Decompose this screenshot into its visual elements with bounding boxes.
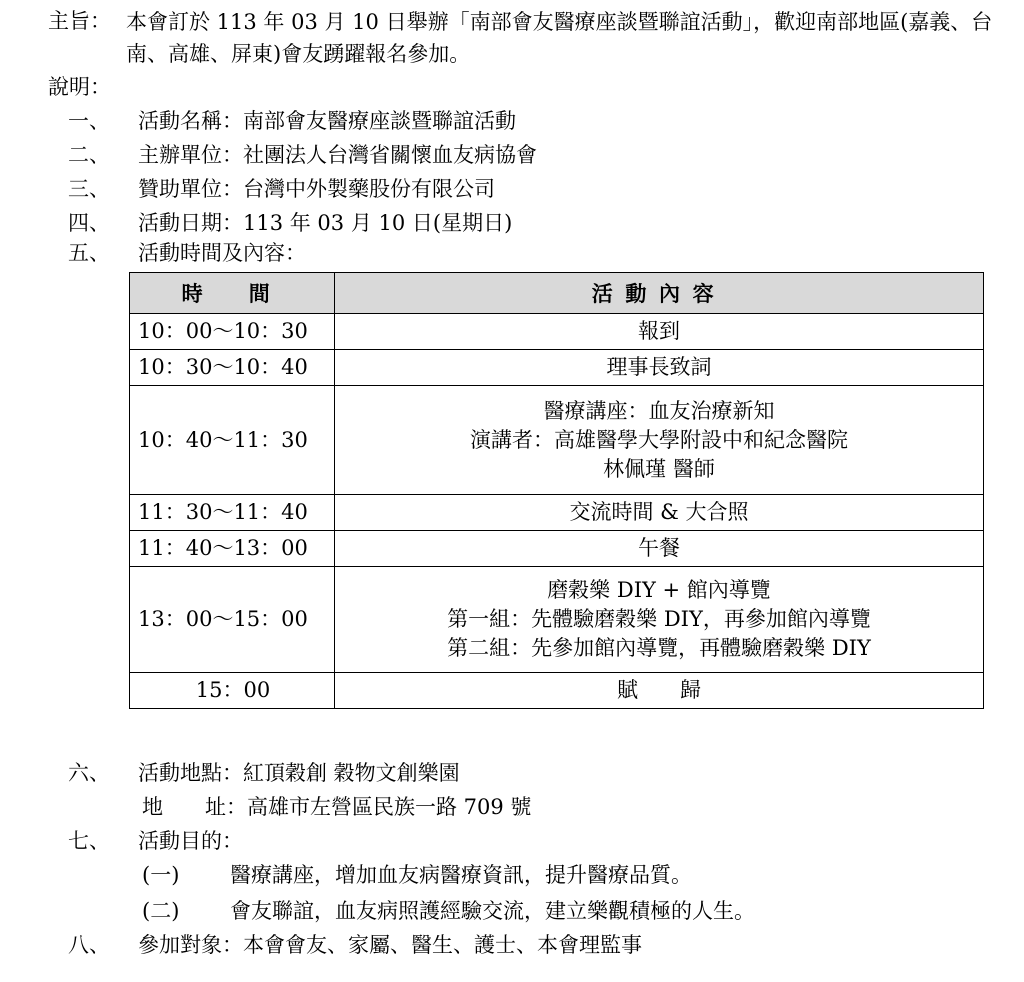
activity-line: 交流時間 & 大合照 xyxy=(569,500,749,524)
item-7-number: 七、 xyxy=(68,829,110,853)
purpose-2-number: (二) xyxy=(142,899,180,923)
item-6-address: 地 址：高雄市左營區民族一路 709 號 xyxy=(142,795,532,819)
item-7-text: 活動目的： xyxy=(138,829,243,853)
table-row xyxy=(130,673,984,709)
activity-line: 磨穀樂 DIY + 館內導覽 xyxy=(547,578,771,602)
table-row xyxy=(130,314,984,350)
purpose-1-text: 醫療講座，增加血友病醫療資訊，提升醫療品質。 xyxy=(230,863,692,887)
row-activity xyxy=(335,495,984,531)
item-6-text: 活動地點：紅頂穀創 穀物文創樂園 xyxy=(138,761,460,785)
row-time: 11：40～13：00 xyxy=(130,531,335,567)
table-row xyxy=(130,567,984,673)
item-4-number: 四、 xyxy=(68,211,110,235)
activity-line: 第一組：先體驗磨穀樂 DIY，再參加館內導覽 xyxy=(447,607,871,631)
subject-label: 主旨： xyxy=(48,9,111,33)
subject-text: 本會訂於 113 年 03 月 10 日舉辦「南部會友醫療座談暨聯誼活動」，歡迎南部地區(嘉義、台南、高雄、屏東)會友踴躍報名參加。 xyxy=(126,10,993,66)
header-activity: 活動內容 xyxy=(335,273,984,314)
item-3-text: 贊助單位：台灣中外製藥股份有限公司 xyxy=(138,177,495,201)
activity-line: 醫療講座：血友治療新知 xyxy=(543,398,775,423)
item-3-number: 三、 xyxy=(68,177,110,201)
row-activity xyxy=(335,567,984,673)
schedule-header-row xyxy=(130,273,984,314)
purpose-2-text: 會友聯誼，血友病照護經驗交流，建立樂觀積極的人生。 xyxy=(230,899,755,923)
item-5-text: 活動時間及內容： xyxy=(138,241,306,265)
table-row xyxy=(130,495,984,531)
activity-line: 賦 歸 xyxy=(617,678,701,702)
activity-line: 林佩瑾 醫師 xyxy=(603,456,715,481)
row-time: 10：30～10：40 xyxy=(130,350,335,386)
row-time: 13：00～15：00 xyxy=(130,567,335,673)
row-time: 10：40～11：30 xyxy=(130,386,335,495)
row-activity xyxy=(335,350,984,386)
activity-line: 第二組：先參加館內導覽，再體驗磨穀樂 DIY xyxy=(447,636,871,660)
table-row xyxy=(130,386,984,495)
table-row xyxy=(130,531,984,567)
row-activity xyxy=(335,314,984,350)
activity-line: 演講者：高雄醫學大學附設中和紀念醫院 xyxy=(470,427,848,452)
activity-line: 理事長致詞 xyxy=(606,355,712,379)
item-2-text: 主辦單位：社團法人台灣省關懷血友病協會 xyxy=(138,143,537,167)
item-4-text: 活動日期：113 年 03 月 10 日(星期日) xyxy=(138,211,513,235)
header-time: 時 間 xyxy=(130,273,335,314)
schedule-table xyxy=(129,272,984,709)
item-1-number: 一、 xyxy=(68,109,110,133)
row-time: 15：00 xyxy=(130,673,335,709)
item-8-number: 八、 xyxy=(68,933,110,957)
table-row xyxy=(130,350,984,386)
row-time: 11：30～11：40 xyxy=(130,495,335,531)
purpose-1-number: (一) xyxy=(142,863,180,887)
item-8-text: 參加對象：本會會友、家屬、醫生、護士、本會理監事 xyxy=(138,933,642,957)
activity-line: 午餐 xyxy=(638,536,680,560)
row-time: 10：00～10：30 xyxy=(130,314,335,350)
row-activity xyxy=(335,531,984,567)
item-5-number: 五、 xyxy=(68,241,110,265)
item-2-number: 二、 xyxy=(68,143,110,167)
explanation-heading: 說明： xyxy=(48,75,111,99)
row-activity xyxy=(335,673,984,709)
item-1-text: 活動名稱：南部會友醫療座談暨聯誼活動 xyxy=(138,109,516,133)
activity-line: 報到 xyxy=(638,319,680,343)
item-6-number: 六、 xyxy=(68,761,110,785)
row-activity xyxy=(335,386,984,495)
